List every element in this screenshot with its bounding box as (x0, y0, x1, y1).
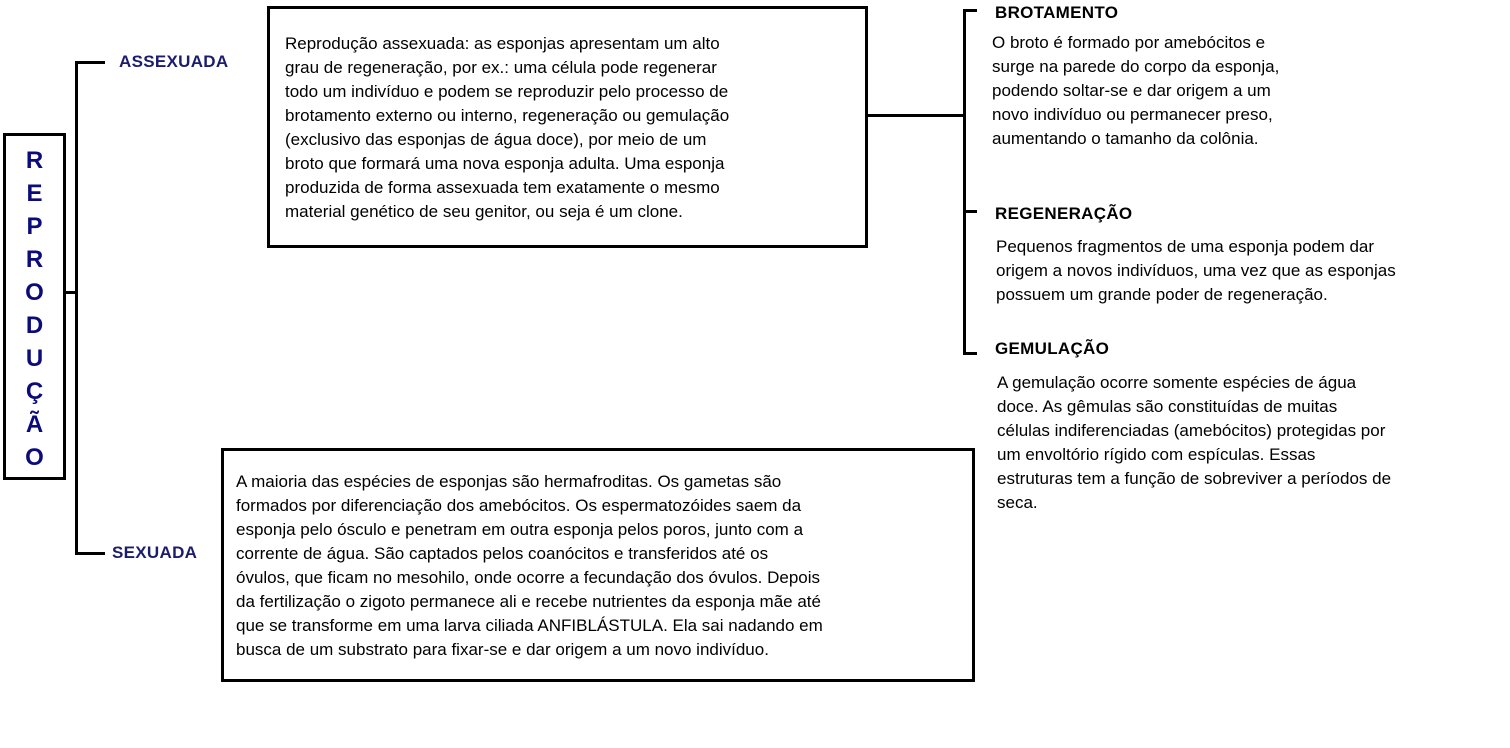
brotamento-tick (963, 9, 977, 12)
assexuada-to-types-connector (866, 114, 966, 117)
types-bracket-vertical (963, 9, 966, 355)
title-letter: E (26, 179, 43, 207)
assexuada-connector (75, 61, 105, 64)
gemulacao-title: GEMULAÇÃO (995, 339, 1110, 358)
assexuada-box (267, 6, 868, 248)
title-letter: D (25, 311, 44, 339)
title-letter: U (25, 344, 44, 372)
gemulacao-tick (963, 352, 977, 355)
assexuada-label: ASSEXUADA (119, 52, 229, 71)
sexuada-label: SEXUADA (112, 543, 198, 562)
brotamento-text: O broto é formado por amebócitos e surge na parede do corpo da esponja, podendo soltar-se e dar origem a um novo indivíduo ou permanecer preso, aumentando o tamanho da colônia. (992, 33, 1280, 148)
title-letter: P (26, 212, 43, 240)
sexuada-text: A maioria das espécies de esponjas são hermafroditas. Os gametas são formados por diferenciação dos amebócitos. Os espermatozóides saem da esponja pelo ósculo e penetram em outra esponja pelos poros, junto com a corrente de água. São captados pelos coanócitos e transferidos até os óvulos, que ficam no mesohilo, onde ocorre a fecundação dos óvulos. Depois da fertilização o zigoto permanece ali e recebe nutrientes da esponja mãe até que se transforme em uma larva ciliada ANFIBLÁSTULA. Ela sai nadando em busca de um substrato para fixar-se e dar origem a um novo indivíduo. (236, 472, 823, 659)
title-letter: Ç (25, 377, 44, 405)
title-letter: Ã (25, 410, 44, 438)
assexuada-text: Reprodução assexuada: as esponjas apresentam um alto grau de regeneração, por ex.: uma célula pode regenerar todo um indivíduo e podem se reproduzir pelo processo de brotamento externo ou interno, regeneração ou gemulação (exclusivo das esponjas de água doce), por meio de um broto que formará uma nova esponja adulta. Uma esponja produzida de forma assexuada tem exatamente o mesmo material genético de seu genitor, ou seja é um clone. (285, 34, 730, 221)
title-letter: O (25, 278, 44, 306)
title-letter: O (25, 443, 44, 471)
regeneracao-tick (963, 210, 977, 213)
gemulacao-text: A gemulação ocorre somente espécies de água doce. As gêmulas são constituídas de muitas células indiferenciadas (amebócitos) protegidas por um envoltório rígido com espículas. Essas estruturas tem a função de sobreviver a períodos de seca. (997, 373, 1392, 512)
title-letter: R (25, 245, 44, 273)
main-bracket-vertical (75, 61, 78, 555)
sexuada-box (221, 448, 975, 682)
regeneracao-title: REGENERAÇÃO (995, 204, 1133, 223)
regeneracao-text: Pequenos fragmentos de uma esponja podem dar origem a novos indivíduos, uma vez que as esponjas possuem um grande poder de regeneração. (996, 237, 1396, 304)
sexuada-connector (75, 552, 105, 555)
reproducao-title-box (3, 133, 66, 480)
brotamento-title: BROTAMENTO (995, 3, 1119, 22)
title-letter: R (25, 146, 44, 174)
